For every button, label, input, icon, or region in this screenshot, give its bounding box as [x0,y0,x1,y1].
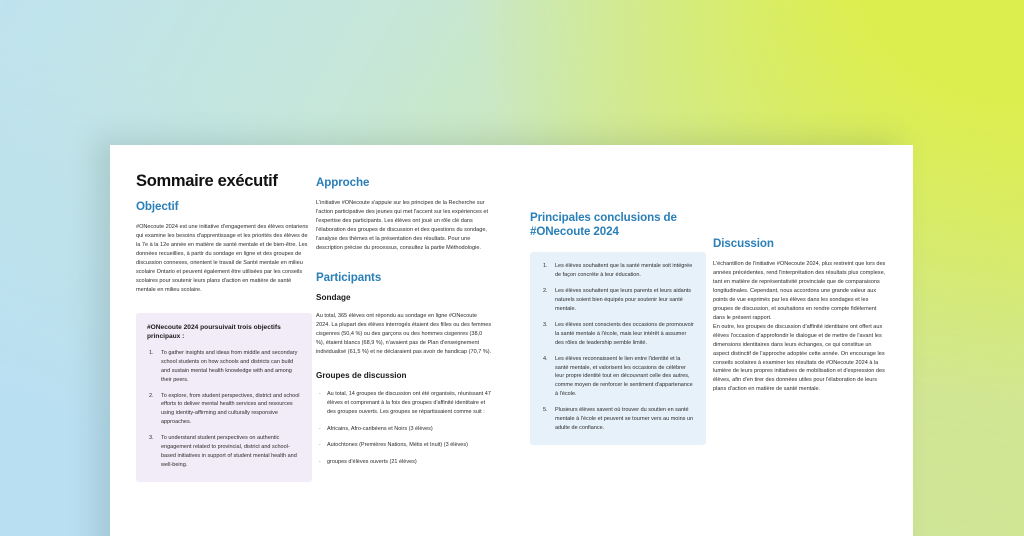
list-marker: 3. [149,435,154,442]
list-marker: · [319,390,321,397]
list-text: Autochtones (Premières Nations, Métis et Inuit) (3 élèves) [327,442,468,449]
list-text: To gather insights and ideas from middle and secondary school students on how schools and districts can build and sustain mental health knowledge with and among their peers. [161,349,298,383]
document-columns [110,145,913,536]
list-text: Au total, 14 groupes de discussion ont été organisés, réunissant 47 élèves et comprenant à la fois des groupes d'affinité identitaire et des groupes ouverts. Les groupes se répartissaient comme suit : [327,390,491,415]
list-marker: 3. [543,321,548,328]
page-title: Sommaire exécutif [136,172,278,190]
list-text: groupes d'élèves ouverts (21 élèves) [327,459,417,466]
section-heading-objectif: Objectif [136,199,179,213]
list-item [541,262,695,280]
callout-objectives [136,313,312,482]
list-marker: · [319,425,321,432]
subheading-sondage: Sondage [316,293,351,303]
conclusions-list [541,262,695,433]
list-text: To explore, from student perspectives, district and school efforts to deliver mental health services and resources using identity-affirming and culturally responsive approaches. [161,392,300,426]
column-3 [530,145,706,536]
list-item [541,355,695,400]
list-item [316,425,492,434]
list-item [316,458,492,467]
groupes-list [316,390,492,467]
list-text: Les élèves souhaitent que la santé mentale soit intégrée de façon concrète à leur éducation. [555,263,693,279]
list-marker: 5. [543,407,548,414]
column-1 [136,145,312,536]
section-heading-approche: Approche [316,176,370,189]
column-2 [316,145,492,536]
approche-paragraph: L'initiative #ONecoute s'appuie sur les principes de la Recherche sur l'action participative des jeunes qui met l'accent sur les expériences et l'expertise des participants. Les élèves ont joué un rôle clé dans l'élaboration des groupes de discussion et des questions du sondage, l'analyse des thèmes et la présentation des résultats. Pour une description précise du processus, consultez la partie Méthodologie. [316,199,489,251]
section-heading-conclusions: Principales conclusions de #ONecoute 2024 [530,211,677,238]
list-item [316,441,492,450]
sondage-paragraph: Au total, 365 élèves ont répondu au sondage en ligne #ONecoute 2024. La plupart des élèves interrogés étaient des filles ou des femmes cisgenres (50,4 %) ou des garçons ou des hommes cisgenres (38,0 %), étaient blancs (68,9 %), n'avaient pas de Plan d'enseignement individualisé (61,5 %) et ne déclaraient pas avoir de handicap (70,7 %). [316,313,492,356]
list-marker: 1. [149,349,154,356]
list-item [541,321,695,348]
list-marker: 2. [543,288,548,295]
list-marker: 4. [543,355,548,362]
list-text: Plusieurs élèves savent où trouver du soutien en santé mentale à l'école et peuvent se tourner vers au moins un adulte de confiance. [555,407,694,431]
list-item [147,434,301,470]
list-item [147,392,301,428]
list-marker: 2. [149,392,154,399]
list-marker: · [319,459,321,466]
discussion-paragraph-1: L'échantillon de l'initiative #ONecoute 2024, plus restreint que lors des années précédentes, rend l'interprétation des résultats plus complexe, tant en matière de représentativité provinciale que de comparaisons longitudinales. Cependant, nous accordons une grande valeur aux points de vue exprimés par les élèves dans les sondages et les groupes de discussion, et souhaitons en rendre compte fidèlement dans le présent rapport. [713,260,886,321]
callout-objectives-title: #ONecoute 2024 poursuivait trois objectifs principaux : [147,323,281,340]
section-heading-participants: Participants [316,270,382,284]
callout-objectives-list [147,349,301,470]
list-marker: · [319,442,321,449]
section-heading-discussion: Discussion [713,237,774,250]
list-item [316,390,492,417]
list-text: Les élèves sont conscients des occasions de promouvoir la santé mentale à l'école, mais leur intérêt à assumer des rôles de leadership semble limité. [555,321,694,346]
subheading-groupes-de-discussion: Groupes de discussion [316,371,407,381]
callout-conclusions [530,252,706,445]
list-text: Les élèves reconnaissent le lien entre l'identité et la santé mentale, et valorisent les occasions de célébrer leur propre identité tout en découvrant celle des autres, comme moyen de renforcer le sentiment d'appartenance à l'école. [555,355,693,398]
list-text: Africains, Afro-caribéens et Noirs (3 élèves) [327,425,433,432]
discussion-paragraph-2: En outre, les groupes de discussion d'affinité identitaire ont offert aux élèves l'occasion d'approfondir le dialogue et de mettre de l'avant les dimensions identitaires dans leurs échanges, ce qui constitue un aspect distinctif de l'approche adoptée cette année. On encourage les conseils scolaires à examiner les résultats de #ONecoute 2024 à la lumière de leurs propres initiatives de mobilisation et d'expression des élèves, afin d'en tirer des données utiles pour l'élaboration de leurs plans d'action en matière de santé mentale. [713,323,885,393]
list-item [147,349,301,385]
list-marker: 1. [543,263,548,270]
document-card [110,145,913,536]
list-text: To understand student perspectives on authentic engagement related to provincial, district and school-based initiatives in support of student mental health and well-being. [161,435,297,468]
objectif-paragraph: #ONecoute 2024 est une initiative d'engagement des élèves ontariens qui examine les besoins d'apprentissage et les priorités des élèves de la 7e à la 12e année en matière de santé mentale et de bien-être. Les données recueillies, à partir du sondage en ligne et des groupes de discussion connexes, orientent le travail de Santé mentale en milieu scolaire Ontario et peuvent également être utilisées par les conseils scolaires pour soutenir leurs plans d'action en matière de santé mentale en milieu scolaire. [136,223,309,293]
list-text: Les élèves souhaitent que leurs parents et leurs aidants naturels soient bien équipés pour soutenir leur santé mentale. [555,288,692,312]
column-4 [713,145,889,536]
list-item [541,287,695,314]
list-item [541,406,695,433]
